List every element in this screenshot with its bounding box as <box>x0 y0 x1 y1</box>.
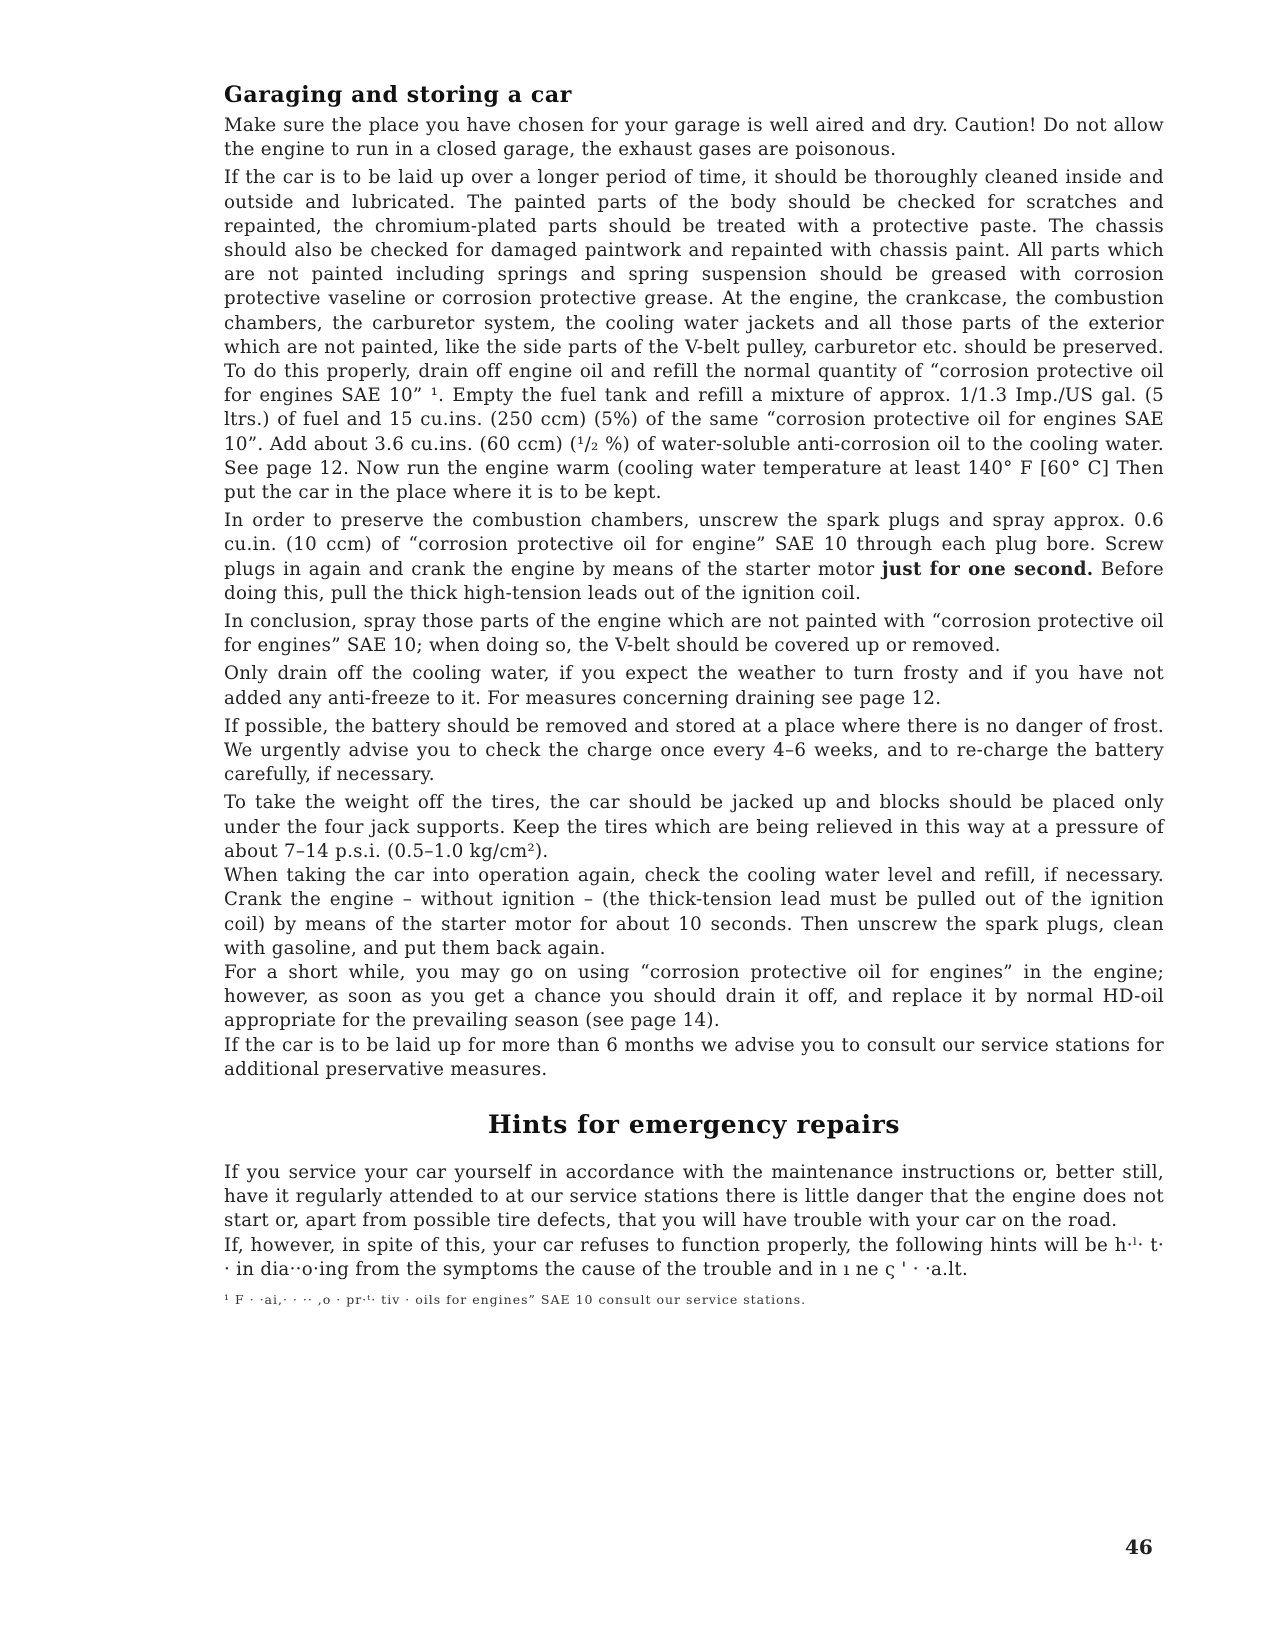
paragraph-text: In order to preserve the combustion chambers, unscrew the spark plugs and spray approx. 0.6 cu.in. (10 ccm) of “corrosion protective oil for engine” SAE 10 through each plug bore. Screw plugs in again and crank the engine by means of the starter motor <box>224 510 1164 580</box>
paragraph: When taking the car into operation again, check the cooling water level and refill, if necessary. Crank the engine – without ignition – (the thick-tension lead must be pulled out of the ignition coil) by means of the starter motor for about 10 seconds. Then unscrew the spark plugs, clean with gasoline, and put them back again. <box>224 865 1164 959</box>
document-page <box>224 82 1164 1307</box>
section-title-emergency-repairs: Hints for emergency repairs <box>487 1109 901 1139</box>
paragraph <box>224 509 1164 606</box>
paragraph-text: Before doing this, pull the thick high-tension leads out of the ignition coil. <box>224 558 1164 604</box>
paragraph: If, however, in spite of this, your car refuses to function properly, the following hints will be h·ˡ· t· · in dia··o·ing from the symptoms the cause of the trouble and in ı ne ς ' · ·a.lt. <box>224 1234 1164 1280</box>
section-title-garaging: Garaging and storing a car <box>224 82 572 108</box>
footnote: ¹ F · ·ai,· · ·· ,o · pr·ᵗ· tiv · oils for engines” SAE 10 consult our service stations. <box>224 1291 807 1307</box>
paragraph: If the car is to be laid up for more than 6 months we advise you to consult our service stations for additional preservative measures. <box>224 1034 1164 1080</box>
paragraph: If the car is to be laid up over a longer period of time, it should be thoroughly cleaned inside and outside and lubricated. The painted parts of the body should be checked for scratches and repainted, the chromium-plated parts should be treated with a protective paste. The chassis should also be checked for damaged paintwork and repainted with chassis paint. All parts which are not painted including springs and spring suspension should be greased with corrosion protective vaseline or corrosion protective grease. At the engine, the crankcase, the combustion chambers, the carburetor system, the cooling water jackets and all those parts of the exterior which are not painted, like the side parts of the V-belt pulley, carburetor etc. should be preserved. To do this properly, drain off engine oil and refill the normal quantity of “corrosion protective oil for engines SAE 10” ¹. Empty the fuel tank and refill a mixture of approx. 1/1.3 Imp./US gal. (5 ltrs.) of fuel and 15 cu.ins. (250 ccm) (5%) of the same “corrosion protective oil for engines SAE 10”. Add about 3.6 cu.ins. (60 ccm) (¹/₂ %) of water-soluble anti-corrosion oil to the cooling water. See page 12. Now run the engine warm (cooling water temperature at least 140° F [60° C] Then put the car in the place where it is to be kept. <box>224 167 1164 504</box>
paragraph: If possible, the battery should be removed and stored at a place where there is no danger of frost. We urgently advise you to check the charge once every 4–6 weeks, and to re-charge the battery carefully, if necessary. <box>224 715 1164 786</box>
paragraph: In conclusion, spray those parts of the engine which are not painted with “corrosion protective oil for engines” SAE 10; when doing so, the V-belt should be covered up or removed. <box>224 611 1164 657</box>
page-number: 46 <box>1125 1535 1153 1559</box>
paragraph: Only drain off the cooling water, if you expect the weather to turn frosty and if you have not added any anti-freeze to it. For measures concerning draining see page 12. <box>224 663 1164 709</box>
paragraph: Make sure the place you have chosen for your garage is well aired and dry. Caution! Do not allow the engine to run in a closed garage, the exhaust gases are poisonous. <box>224 115 1164 161</box>
paragraph: For a short while, you may go on using “corrosion protective oil for engines” in the engine; however, as soon as you get a chance you should drain it off, and replace it by normal HD-oil appropriate for the prevailing season (see page 14). <box>224 961 1164 1032</box>
paragraph: To take the weight off the tires, the car should be jacked up and blocks should be placed only under the four jack supports. Keep the tires which are being relieved in this way at a pressure of about 7–14 p.s.i. (0.5–1.0 kg/cm²). <box>224 792 1164 862</box>
emphasis-text: just for one second. <box>882 558 1094 580</box>
paragraph: If you service your car yourself in accordance with the maintenance instructions or, better still, have it regularly attended to at our service stations there is little danger that the engine does not start or, apart from possible tire defects, that you will have trouble with your car on the road. <box>224 1161 1164 1232</box>
